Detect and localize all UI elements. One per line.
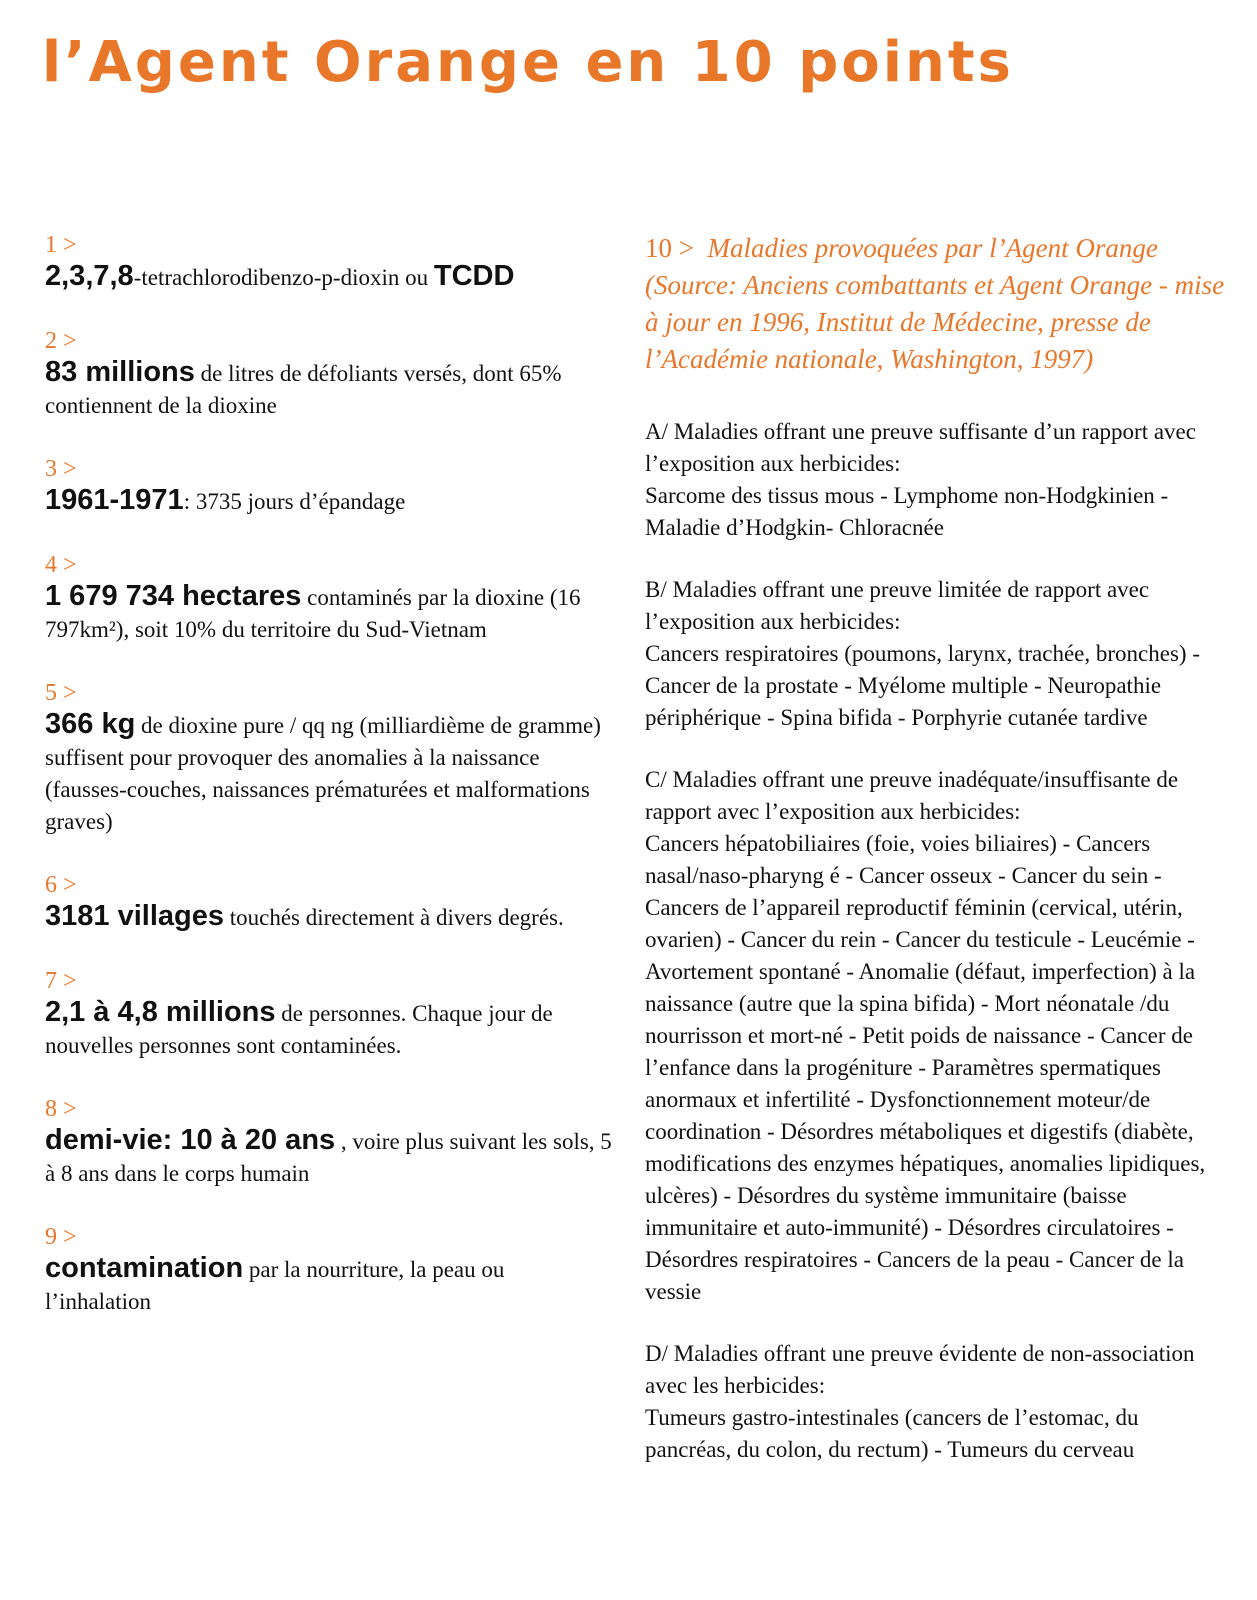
point-9 <box>45 1222 615 1318</box>
point-10-title: Maladies provoquées par l’Agent Orange <box>707 233 1158 263</box>
disease-section-list: Tumeurs gastro-intestinales (cancers de l’estomac, du pancréas, du colon, du rectum) - Tumeurs du cerveau <box>645 1405 1139 1462</box>
point-text <box>45 708 615 838</box>
point-10-source: (Source: Anciens combattants et Agent Orange - mise à jour en 1996, Institut de Médecine, presse de l’Académie nationale, Washington, 1997) <box>645 270 1225 374</box>
point-highlight: 83 millions <box>45 356 195 388</box>
point-description: touchés directement à divers degrés. <box>223 905 564 930</box>
point-10-number: 10 > <box>645 233 694 263</box>
point-description: de personnes. Chaque jour de nouvelles personnes sont contaminées. <box>45 1001 553 1058</box>
point-10-heading <box>645 230 1225 378</box>
point-number: 8 > <box>45 1096 77 1122</box>
point-4 <box>45 550 615 646</box>
point-highlight: 1961-1971 <box>45 484 184 516</box>
point-highlight-secondary: TCDD <box>433 260 515 292</box>
point-text <box>45 356 615 422</box>
point-highlight: demi-vie: 10 à 20 ans <box>45 1124 336 1156</box>
disease-section-intro: C/ Maladies offrant une preuve inadéquate/insuffisante de rapport avec l’exposition aux herbicides: <box>645 767 1179 824</box>
disease-section-list: Cancers respiratoires (poumons, larynx, trachée, bronches) - Cancer de la prostate - Myélome multiple - Neuropathie périphérique - Spina bifida - Porphyrie cutanée tardive <box>645 641 1200 730</box>
point-description: contaminés par la dioxine (16 797km²), soit 10% du territoire du Sud-Vietnam <box>45 585 581 642</box>
point-5 <box>45 678 615 838</box>
point-number: 5 > <box>45 680 77 706</box>
point-highlight: 1 679 734 hectares <box>45 580 302 612</box>
point-text <box>45 580 615 646</box>
point-description: , voire plus suivant les sols, 5 à 8 ans dans le corps humain <box>45 1129 612 1186</box>
point-3 <box>45 454 615 518</box>
disease-section-d <box>645 1338 1225 1466</box>
point-number: 3 > <box>45 456 77 482</box>
point-text <box>45 996 615 1062</box>
point-number: 7 > <box>45 968 77 994</box>
disease-section-intro: D/ Maladies offrant une preuve évidente de non-association avec les herbicides: <box>645 1341 1195 1398</box>
point-7 <box>45 966 615 1062</box>
point-highlight: contamination <box>45 1252 244 1284</box>
point-6 <box>45 870 615 934</box>
point-description: de litres de défoliants versés, dont 65% contiennent de la dioxine <box>45 361 562 418</box>
point-text <box>45 260 615 294</box>
page-title: l’Agent Orange en 10 points <box>42 30 1014 95</box>
point-highlight: 2,3,7,8 <box>45 260 134 292</box>
disease-section-c <box>645 764 1225 1308</box>
point-number: 4 > <box>45 552 77 578</box>
point-number: 1 > <box>45 232 77 258</box>
point-text <box>45 1124 615 1190</box>
point-number: 9 > <box>45 1224 77 1250</box>
point-highlight: 366 kg <box>45 708 136 740</box>
disease-section-a <box>645 416 1225 544</box>
point-highlight: 2,1 à 4,8 millions <box>45 996 276 1028</box>
point-description: de dioxine pure / qq ng (milliardième de gramme) suffisent pour provoquer des anomalies à la naissance (fausses-couches, naissances prématurées et malformations graves) <box>45 713 601 834</box>
point-text <box>45 484 615 518</box>
disease-section-b <box>645 574 1225 734</box>
disease-section-list: Cancers hépatobiliaires (foie, voies biliaires) - Cancers nasal/naso-pharyng é - Cancer osseux - Cancer du sein - Cancers de l’appareil reproductif féminin (cervical, utérin, ovarien) - Cancer du rein - Cancer du testicule - Leucémie - Avortement spontané - Anomalie (défaut, imperfection) à la naissance (autre que la spina bifida) - Mort néonatale /du nourrisson et mort-né - Petit poids de naissance - Cancer de l’enfance dans la progéniture - Paramètres spermatiques anormaux et infertilité - Dysfonctionnement moteur/de coordination - Désordres métaboliques et digestifs (diabète, modifications des enzymes hépatiques, anomalies lipidiques, ulcères) - Désordres du système immunitaire (baisse immunitaire et auto-immunité) - Désordres circulatoires - Désordres respiratoires - Cancers de la peau - Cancer de la vessie <box>645 831 1206 1304</box>
disease-section-intro: A/ Maladies offrant une preuve suffisante d’un rapport avec l’exposition aux herbicides: <box>645 419 1196 476</box>
disease-section-list: Sarcome des tissus mous - Lymphome non-Hodgkinien - Maladie d’Hodgkin- Chloracnée <box>645 483 1169 540</box>
point-text <box>45 1252 615 1318</box>
points-column-left <box>45 230 615 1350</box>
point-10-column <box>645 230 1225 1496</box>
point-description: par la nourriture, la peau ou l’inhalation <box>45 1257 505 1314</box>
point-highlight: 3181 villages <box>45 900 224 932</box>
point-8 <box>45 1094 615 1190</box>
point-description: : 3735 jours d’épandage <box>183 489 406 514</box>
point-description: -tetrachlorodibenzo-p-dioxin ou <box>133 265 434 290</box>
point-2 <box>45 326 615 422</box>
point-number: 6 > <box>45 872 77 898</box>
point-1 <box>45 230 615 294</box>
point-number: 2 > <box>45 328 77 354</box>
disease-section-intro: B/ Maladies offrant une preuve limitée de rapport avec l’exposition aux herbicides: <box>645 577 1150 634</box>
point-text <box>45 900 615 934</box>
